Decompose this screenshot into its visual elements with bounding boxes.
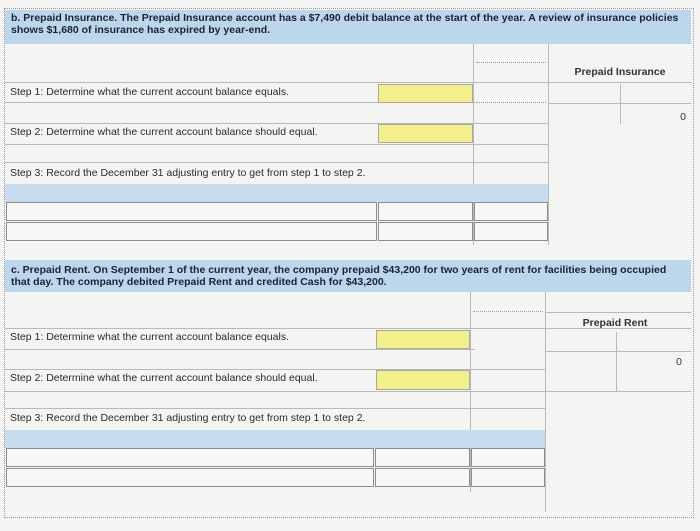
section-b-entry2-debit[interactable] <box>378 222 473 241</box>
grid-dotted <box>473 311 543 312</box>
section-b-step1-input[interactable] <box>378 84 473 103</box>
section-c-entry1-debit[interactable] <box>375 448 470 467</box>
section-c-entry2-debit[interactable] <box>375 468 470 487</box>
section-c-header <box>5 260 691 292</box>
section-b-entry2-account[interactable] <box>6 222 377 241</box>
grid-dotted <box>476 102 546 103</box>
prepaid-insurance-balance: 0 <box>680 111 686 123</box>
section-c-entry1-credit[interactable] <box>471 448 545 467</box>
grid-line <box>548 103 691 104</box>
frame-top <box>4 8 694 9</box>
grid-line <box>5 391 691 392</box>
prepaid-rent-account-title: Prepaid Rent <box>582 317 648 329</box>
section-c-step1-label: Step 1: Determine what the current account balance equals. <box>10 331 289 343</box>
section-b-entry1-credit[interactable] <box>474 202 548 221</box>
section-c-entry2-credit[interactable] <box>471 468 545 487</box>
grid-line <box>5 162 548 163</box>
section-b-header <box>5 10 691 44</box>
section-b-entry1-account[interactable] <box>6 202 377 221</box>
section-c-entry2-account[interactable] <box>6 468 374 487</box>
frame-bottom <box>4 517 694 518</box>
frame-right <box>693 8 694 518</box>
section-c-entry1-account[interactable] <box>6 448 374 467</box>
grid-line <box>545 292 546 512</box>
prepaid-insurance-account-title: Prepaid Insurance <box>574 66 666 78</box>
grid-line <box>5 349 475 350</box>
grid-line <box>545 312 691 313</box>
section-c-journal-header <box>5 430 545 448</box>
section-c-step3-label: Step 3: Record the December 31 adjusting entry to get from step 1 to step 2. <box>10 412 366 424</box>
section-b-step3-label: Step 3: Record the December 31 adjusting entry to get from step 1 to step 2. <box>10 167 366 179</box>
grid-line <box>548 44 549 245</box>
grid-line <box>5 408 545 409</box>
section-b-step2-input[interactable] <box>378 124 473 143</box>
grid-line <box>620 84 621 124</box>
section-c-step2-input[interactable] <box>376 370 470 390</box>
section-c-title: c. Prepaid Rent. On September 1 of the current year, the company prepaid $43,200 for two years of rent for facilities being occupied that day. The company debited Prepaid Rent and credited Cash for $43,200. <box>11 264 667 288</box>
section-b-step1-label: Step 1: Determine what the current account balance equals. <box>10 86 289 98</box>
section-c-step2-label: Step 2: Determine what the current account balance should equal. <box>10 372 318 384</box>
prepaid-rent-balance: 0 <box>676 356 682 368</box>
grid-line <box>5 82 691 83</box>
section-b-step2-label: Step 2: Determine what the current account balance should equal. <box>10 126 318 138</box>
grid-dotted <box>476 62 546 63</box>
section-b-entry2-credit[interactable] <box>474 222 548 241</box>
grid-line <box>616 332 617 392</box>
section-b-journal-header <box>5 184 548 202</box>
section-c-step1-input[interactable] <box>376 330 470 349</box>
grid-line <box>5 144 548 145</box>
section-b-entry1-debit[interactable] <box>378 202 473 221</box>
section-b-title: b. Prepaid Insurance. The Prepaid Insurance account has a $7,490 debit balance at the start of the year. A review of insurance policies shows $1,680 of insurance has expired by year-end. <box>11 12 679 36</box>
grid-line <box>545 351 691 352</box>
